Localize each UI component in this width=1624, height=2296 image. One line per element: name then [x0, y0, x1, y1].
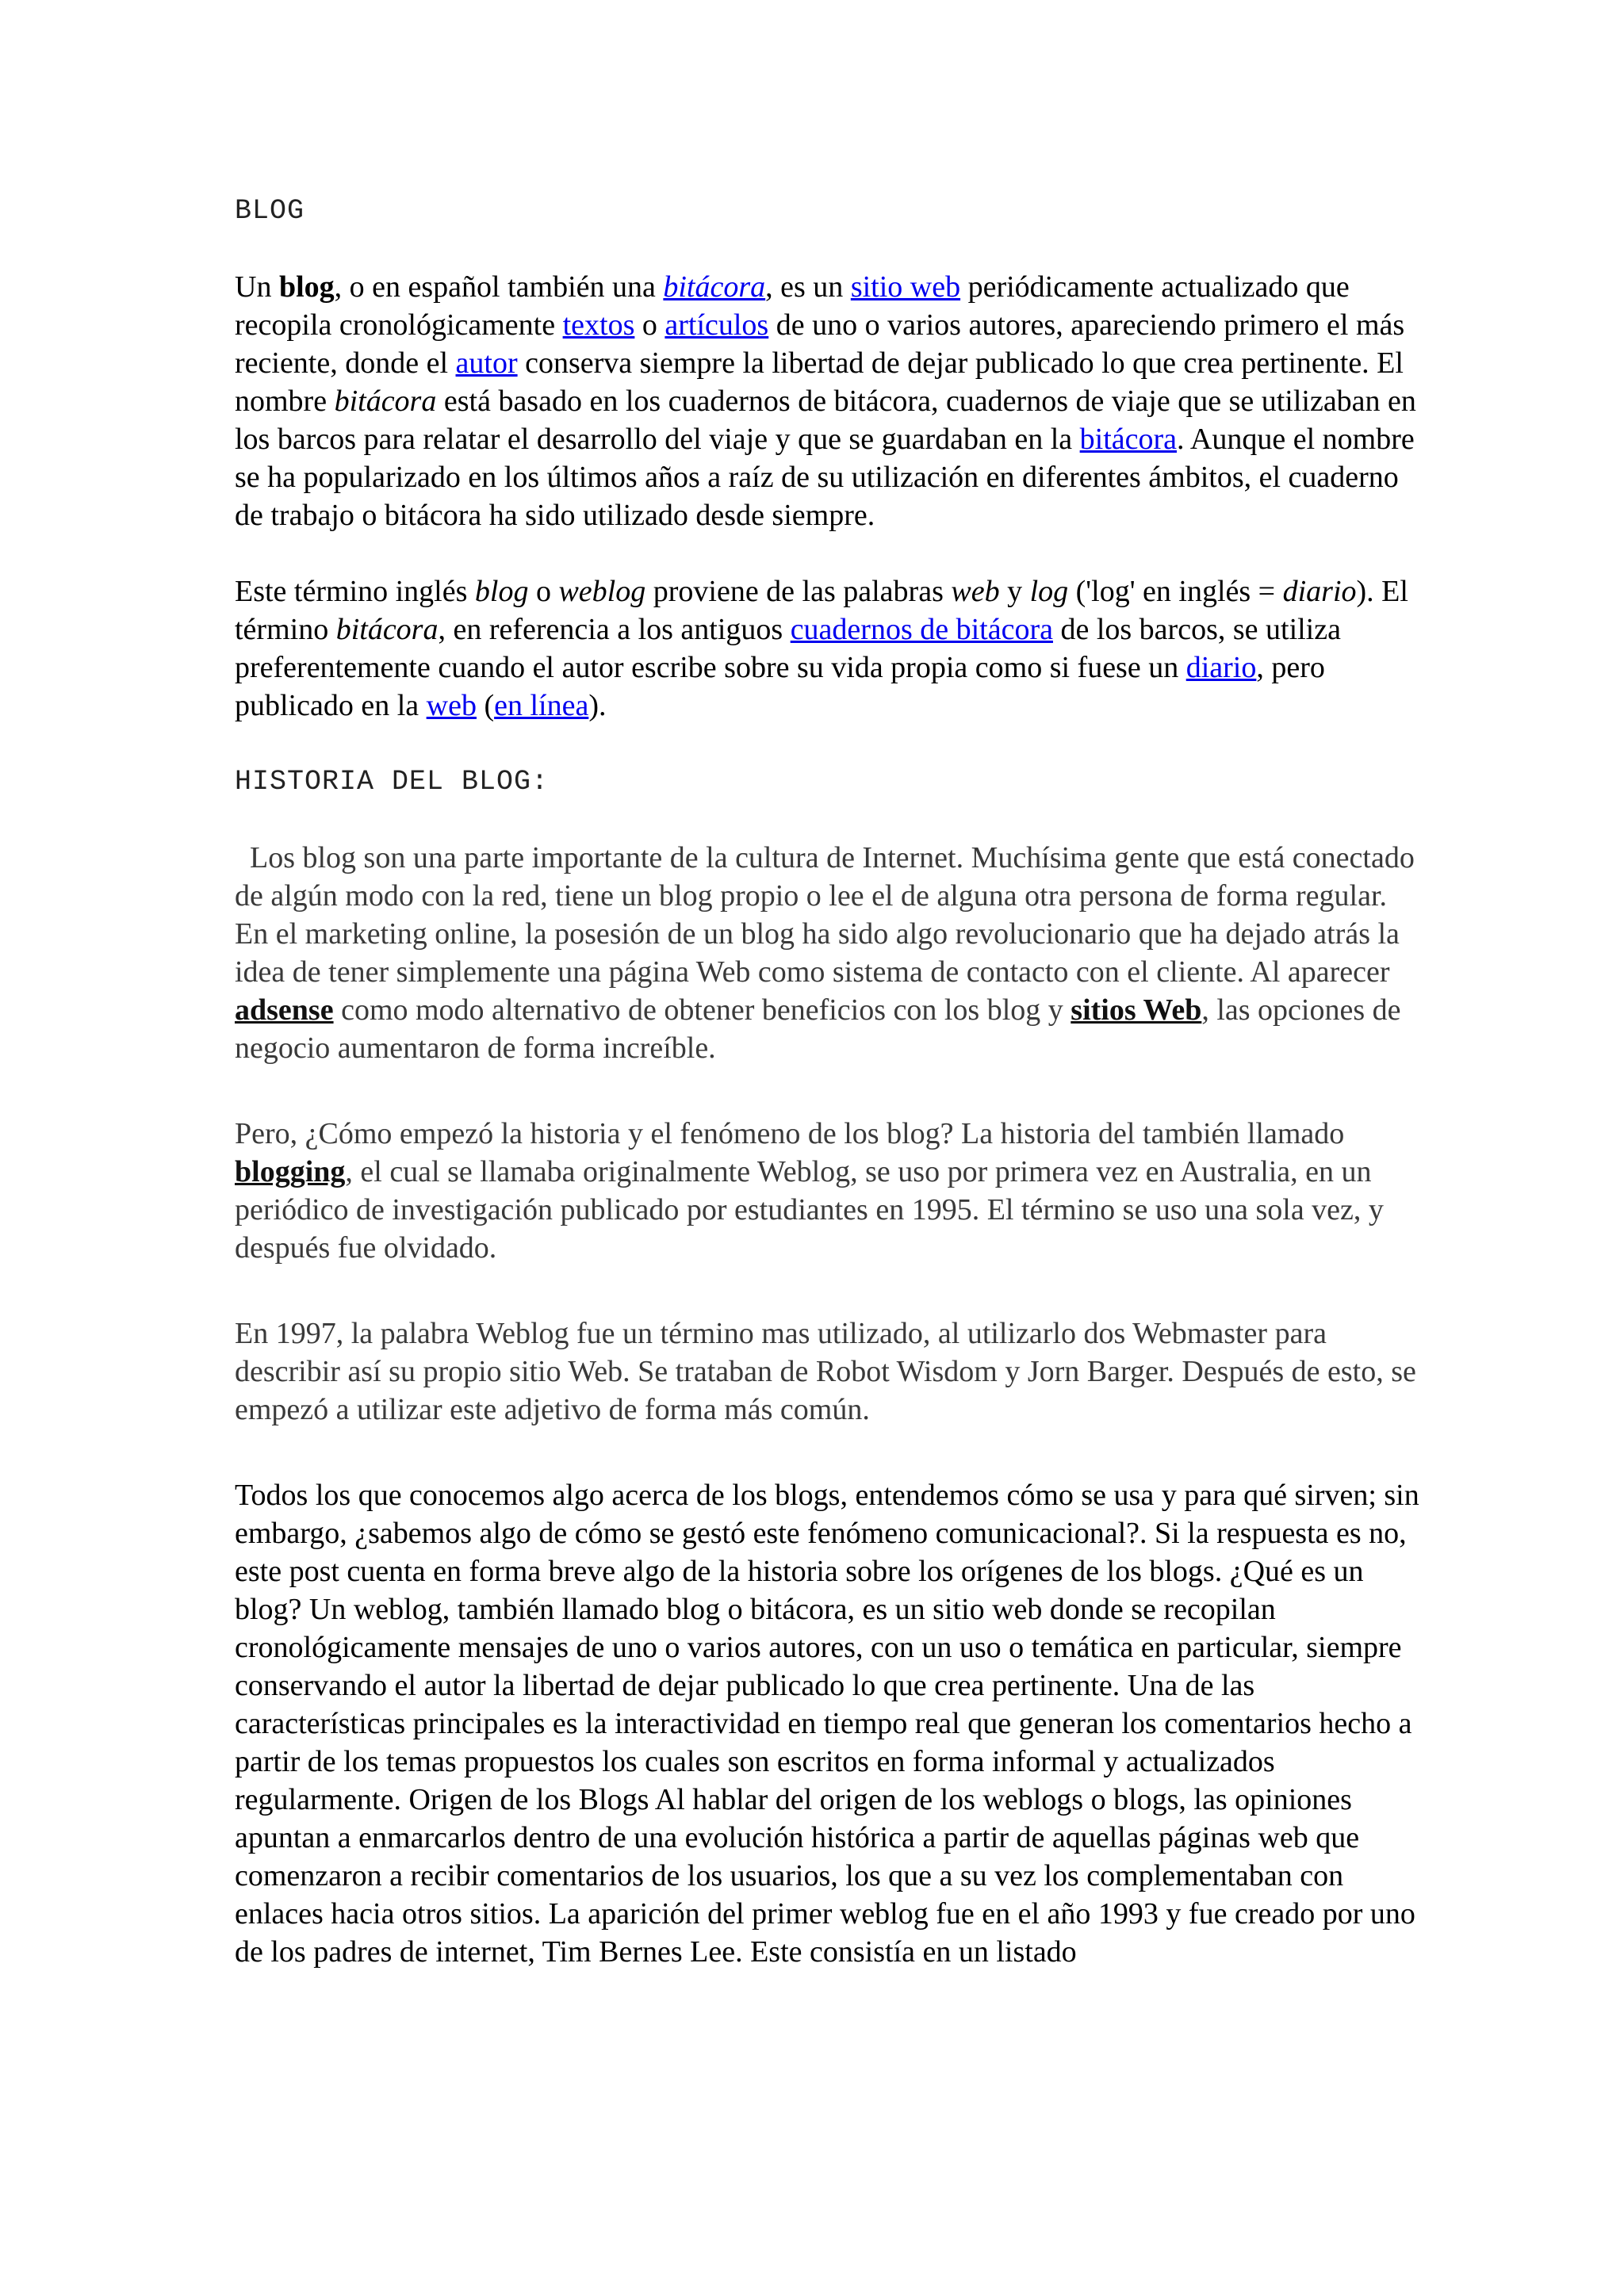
bold-blog: blog — [278, 270, 335, 304]
link-bitacora-2[interactable]: bitácora — [1079, 423, 1178, 456]
link-en-linea[interactable]: en línea — [494, 689, 589, 722]
paragraph-1997: En 1997, la palabra Weblog fue un término mas utilizado, al utilizarlo dos Webmaster para describir así su propio sitio Web. Se trataban de Robot Wisdom y Jorn Barger. Después de esto, se empezó a utilizar este adjetivo de forma más común. — [235, 1317, 1416, 1426]
paragraph-history-origin: Pero, ¿Cómo empezó la historia y el fenómeno de los blog? La historia del también llamado blogging, el cual se llamaba originalmente Weblog, se uso por primera vez en Australia, en un periódico de investigación publicado por estudiantes en 1995. El término se uso una sola vez, y después fue olvidado. — [235, 1117, 1384, 1265]
paragraph-history-intro: Los blog son una parte importante de la cultura de Internet. Muchísima gente que está conectado de algún modo con la red, tiene un blog propio o lee el de alguna otra persona de forma regular. En el marketing online, la posesión de un blog ha sido algo revolucionario que ha dejado atrás la idea de tener simplemente una página Web como sistema de contacto con el cliente. Al aparecer adsense como modo alternativo de obtener beneficios con los blog y sitios Web, las opciones de negocio aumentaron de forma increíble. — [235, 841, 1423, 1065]
link-cuadernos-de-bitacora[interactable]: cuadernos de bitácora — [790, 613, 1053, 646]
heading-blog: BLOG — [235, 195, 305, 227]
link-blogging[interactable]: blogging — [235, 1155, 346, 1188]
document-body — [235, 192, 1424, 1971]
link-autor[interactable]: autor — [455, 346, 518, 380]
heading-historia: HISTORIA DEL BLOG: — [235, 766, 550, 798]
link-bitacora[interactable]: bitácora — [663, 270, 766, 304]
paragraph-definition: Un blog, o en español también una bitácora, es un sitio web periódicamente actualizado que recopila cronológicamente textos o artículos de uno o varios autores, apareciendo primero el más reciente, donde el autor conserva siempre la libertad de dejar publicado lo que crea pertinente. El nombre bitácora está basado en los cuadernos de bitácora, cuadernos de viaje que se utilizaban en los barcos para relatar el desarrollo del viaje y que se guardaban en la bitácora. Aunque el nombre se ha popularizado en los últimos años a raíz de su utilización en diferentes ámbitos, el cuaderno de trabajo o bitácora ha sido utilizado desde siempre. — [235, 270, 1416, 532]
link-articulos[interactable]: artículos — [665, 308, 769, 342]
link-web[interactable]: web — [426, 689, 477, 722]
link-adsense[interactable]: adsense — [235, 993, 334, 1027]
link-sitio-web[interactable]: sitio web — [850, 270, 961, 304]
link-diario[interactable]: diario — [1185, 651, 1257, 684]
link-sitios-web[interactable]: sitios Web — [1071, 993, 1202, 1027]
link-textos[interactable]: textos — [562, 308, 635, 342]
paragraph-etymology: Este término inglés blog o weblog proviene de las palabras web y log ('log' en inglés = diario). El término bitácora, en referencia a los antiguos cuadernos de bitácora de los barcos, se utiliza preferentemente cuando el autor escribe sobre su vida propia como si fuese un diario, pero publicado en la web (en línea). — [235, 575, 1408, 722]
paragraph-blog-origins: Todos los que conocemos algo acerca de los blogs, entendemos cómo se usa y para qué sirven; sin embargo, ¿sabemos algo de cómo se gestó este fenómeno comunicacional?. Si la respuesta es no, este post cuenta en forma breve algo de la historia sobre los orígenes de los blogs. ¿Qué es un blog? Un weblog, también llamado blog o bitácora, es un sitio web donde se recopilan cronológicamente mensajes de uno o varios autores, con un uso o temática en particular, siempre conservando el autor la libertad de dejar publicado lo que crea pertinente. Una de las características principales es la interactividad en tiempo real que generan los comentarios hecho a partir de los temas propuestos los cuales son escritos en forma informal y actualizados regularmente. Origen de los Blogs Al hablar del origen de los weblogs o blogs, las opiniones apuntan a enmarcarlos dentro de una evolución histórica a partir de aquellas páginas web que comenzaron a recibir comentarios de los usuarios, los que a su vez los complementaban con enlaces hacia otros sitios. La aparición del primer weblog fue en el año 1993 y fue creado por uno de los padres de internet, Tim Bernes Lee. Este consistía en un listado — [235, 1479, 1419, 1969]
